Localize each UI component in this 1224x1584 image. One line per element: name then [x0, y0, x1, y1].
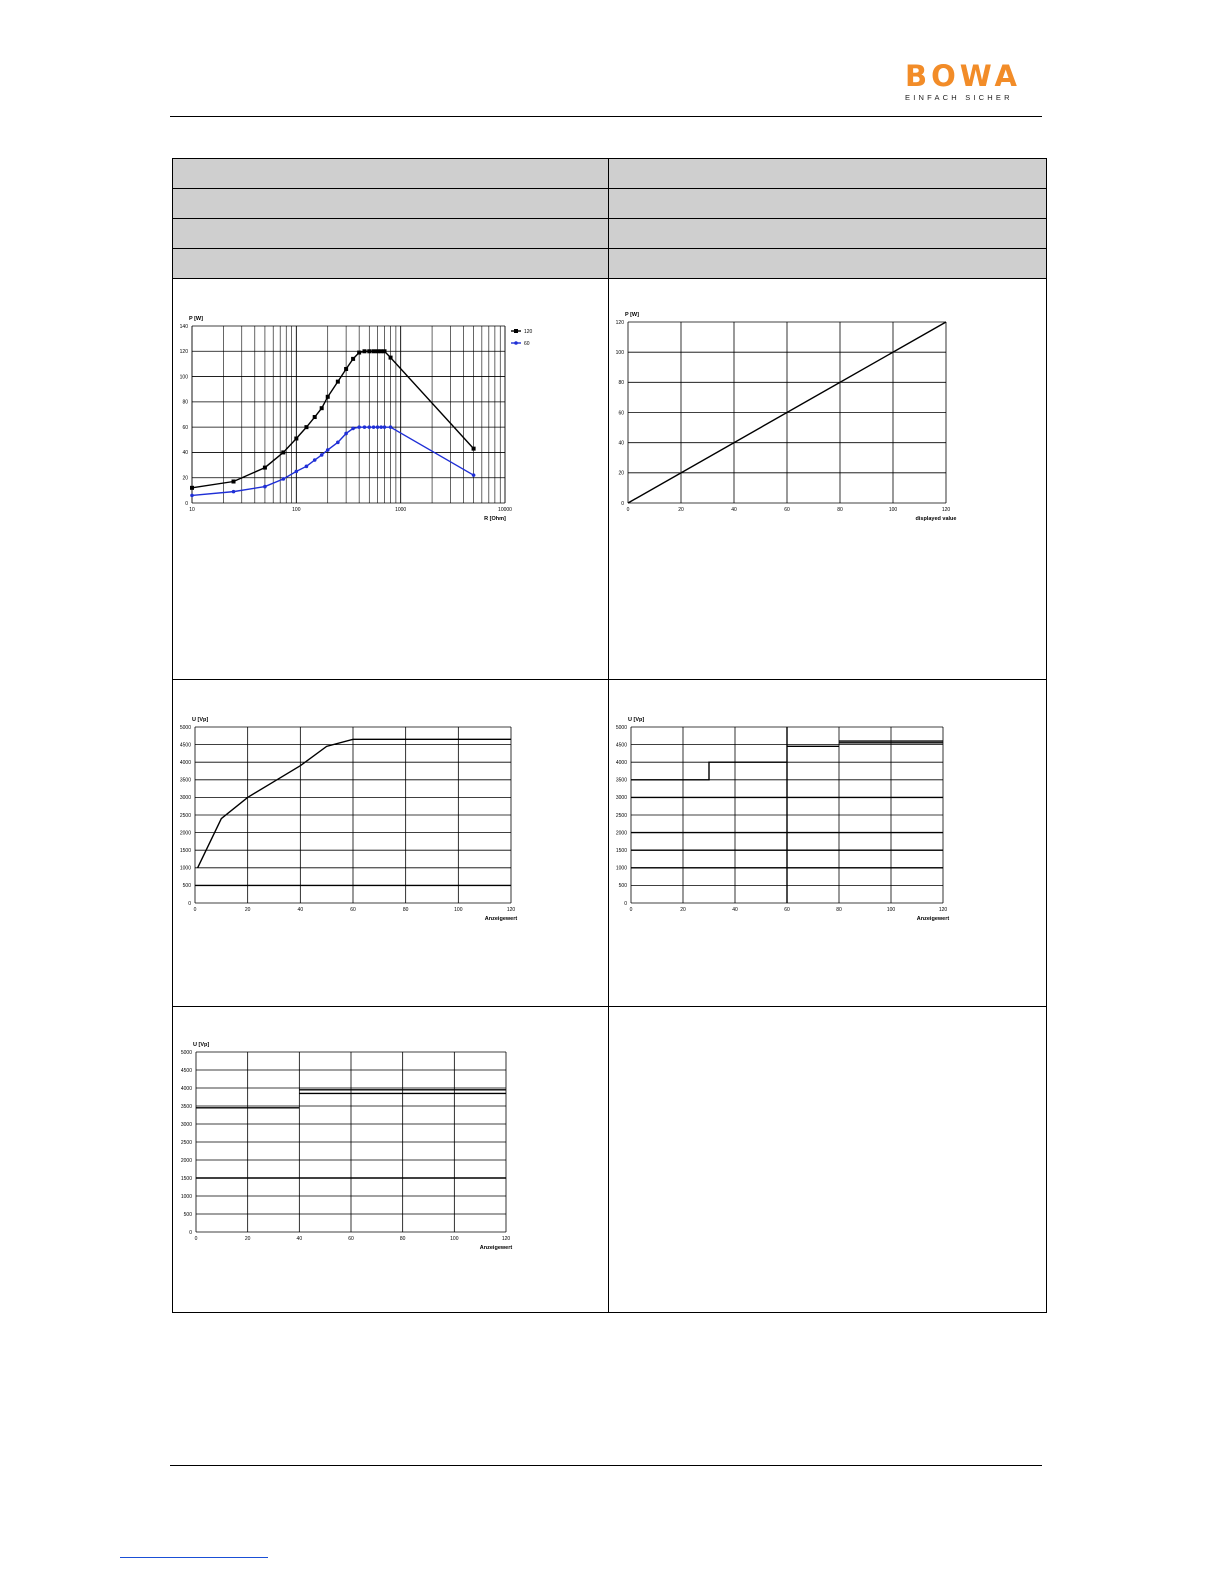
- logo-word: BOWA: [905, 59, 1021, 93]
- series-line: [192, 427, 474, 495]
- x-tick-label: 80: [399, 1236, 406, 1242]
- x-tick-label: 20: [244, 1236, 251, 1242]
- data-point: [357, 425, 361, 429]
- data-point: [372, 349, 376, 353]
- data-point: [320, 406, 324, 410]
- header-row: [173, 189, 1047, 219]
- x-tick-label: 20: [244, 907, 251, 913]
- x-axis-label: Anzeigewert: [484, 916, 518, 922]
- y-axis-label: P [W]: [625, 312, 639, 318]
- y-tick-label: 100: [179, 374, 188, 381]
- y-tick-label: 3000: [179, 795, 191, 802]
- legend-label: 60: [524, 340, 530, 347]
- x-tick-label: 0: [194, 1236, 198, 1242]
- y-tick-label: 60: [618, 410, 624, 417]
- y-tick-label: 2500: [180, 1139, 192, 1146]
- x-tick-label: 120: [501, 1236, 511, 1242]
- data-point: [313, 458, 317, 462]
- power-vs-displayed-value-chart: [609, 279, 1045, 677]
- y-axis-label: U [Vp]: [628, 717, 645, 723]
- data-point: [376, 425, 380, 429]
- y-tick-label: 20: [618, 470, 624, 477]
- y-tick-label: 4500: [179, 742, 191, 749]
- spec-table: [172, 158, 1047, 1313]
- data-point: [472, 447, 476, 451]
- y-tick-label: 4000: [180, 1085, 192, 1092]
- data-point: [383, 349, 387, 353]
- y-tick-label: 3500: [615, 777, 627, 784]
- data-point: [305, 465, 309, 469]
- y-tick-label: 500: [182, 883, 191, 890]
- y-tick-label: 60: [182, 424, 188, 431]
- y-tick-label: 140: [179, 323, 188, 330]
- header-cell: [609, 249, 1047, 279]
- data-point: [472, 473, 476, 477]
- legend-label: 120: [524, 328, 533, 335]
- data-point: [367, 349, 371, 353]
- x-tick-label: 120: [938, 907, 948, 913]
- y-tick-label: 120: [615, 319, 624, 326]
- x-tick-label: 40: [296, 1236, 303, 1242]
- x-tick-label: 80: [402, 907, 409, 913]
- y-tick-label: 500: [183, 1211, 192, 1218]
- logo-tagline: EINFACH SICHER: [905, 93, 1013, 102]
- header-cell: [173, 159, 609, 189]
- y-tick-label: 1000: [179, 865, 191, 872]
- y-tick-label: 1500: [179, 848, 191, 854]
- x-tick-label: 10: [189, 507, 195, 513]
- chart-cell: [173, 1007, 609, 1313]
- y-axis-label: P [W]: [189, 316, 203, 322]
- data-point: [372, 425, 376, 429]
- data-point: [232, 480, 236, 484]
- data-point: [389, 425, 393, 429]
- data-point: [351, 357, 355, 361]
- header-cell: [609, 159, 1047, 189]
- x-tick-label: 100: [450, 1236, 459, 1242]
- y-tick-label: 5000: [615, 724, 627, 731]
- x-tick-label: 20: [678, 507, 684, 513]
- y-tick-label: 5000: [179, 724, 191, 731]
- y-tick-label: 2000: [615, 830, 627, 837]
- x-tick-label: 100: [886, 907, 896, 913]
- data-point: [263, 485, 267, 489]
- data-point: [362, 349, 366, 353]
- legend-marker: [514, 341, 518, 345]
- y-tick-label: 4500: [615, 742, 627, 749]
- y-tick-label: 0: [189, 1229, 192, 1236]
- footnote-rule: [120, 1557, 268, 1558]
- data-point: [383, 425, 387, 429]
- chart-row: [173, 680, 1047, 1007]
- series-line: [192, 351, 474, 488]
- x-tick-label: 80: [837, 507, 843, 513]
- y-tick-label: 2500: [615, 812, 627, 819]
- x-tick-label: 60: [784, 907, 790, 913]
- y-tick-label: 0: [624, 900, 627, 907]
- x-tick-label: 120: [506, 907, 516, 913]
- series-line: [198, 739, 511, 867]
- data-point: [376, 349, 380, 353]
- voltage-chart-b: [609, 680, 1045, 1004]
- header-cell: [609, 219, 1047, 249]
- y-tick-label: 1500: [615, 848, 627, 854]
- chart-cell: [173, 279, 609, 680]
- header-cell: [173, 189, 609, 219]
- footer-rule: [170, 1465, 1042, 1466]
- power-vs-resistance-chart: [173, 279, 607, 677]
- x-axis-label: Anzeigewert: [916, 916, 950, 922]
- x-tick-label: 40: [731, 507, 737, 513]
- data-point: [379, 425, 383, 429]
- data-point: [363, 425, 367, 429]
- data-point: [351, 427, 355, 431]
- chart-cell: [173, 680, 609, 1007]
- y-tick-label: 1500: [180, 1175, 192, 1182]
- y-tick-label: 2500: [179, 812, 191, 819]
- chart-cell: [609, 279, 1047, 680]
- header-cell: [173, 219, 609, 249]
- x-tick-label: 20: [680, 907, 686, 913]
- x-tick-label: 100: [888, 507, 898, 513]
- x-tick-label: 120: [941, 507, 951, 513]
- data-point: [190, 494, 194, 498]
- data-point: [344, 367, 348, 371]
- y-tick-label: 120: [179, 349, 188, 356]
- y-tick-label: 3500: [179, 777, 191, 784]
- x-axis-label: R [Ohm]: [484, 516, 506, 522]
- y-tick-label: 40: [618, 440, 624, 447]
- y-tick-label: 1000: [615, 865, 627, 872]
- y-axis-label: U [Vp]: [193, 1042, 210, 1048]
- x-tick-label: 60: [350, 907, 356, 913]
- header-row: [173, 159, 1047, 189]
- y-tick-label: 2000: [180, 1157, 192, 1164]
- data-point: [263, 466, 267, 470]
- data-point: [294, 437, 298, 441]
- chart-cell: [609, 680, 1047, 1007]
- y-tick-label: 500: [618, 883, 627, 890]
- y-tick-label: 1000: [180, 1193, 192, 1200]
- data-point: [232, 490, 236, 494]
- x-axis-label: Anzeigewert: [479, 1245, 513, 1251]
- y-tick-label: 2000: [179, 830, 191, 837]
- y-axis-label: U [Vp]: [192, 717, 209, 723]
- y-tick-label: 0: [185, 500, 188, 507]
- y-tick-label: 20: [182, 475, 188, 482]
- data-point: [367, 425, 371, 429]
- y-tick-label: 4500: [180, 1067, 192, 1074]
- y-tick-label: 40: [182, 450, 188, 457]
- x-tick-label: 60: [348, 1236, 354, 1242]
- x-tick-label: 40: [732, 907, 738, 913]
- header-cell: [609, 189, 1047, 219]
- data-point: [190, 486, 194, 490]
- x-tick-label: 0: [629, 907, 633, 913]
- data-point: [281, 450, 285, 454]
- y-tick-label: 4000: [179, 760, 191, 766]
- data-point: [320, 453, 324, 457]
- y-tick-label: 80: [618, 380, 624, 387]
- voltage-chart-c: [173, 1007, 607, 1310]
- x-tick-label: 0: [193, 907, 197, 913]
- x-tick-label: 60: [784, 507, 790, 513]
- y-tick-label: 5000: [180, 1049, 192, 1056]
- chart-row: [173, 279, 1047, 680]
- data-point: [336, 441, 340, 445]
- y-tick-label: 0: [188, 900, 191, 907]
- x-axis-label: displayed value: [915, 516, 957, 522]
- data-point: [304, 425, 308, 429]
- y-tick-label: 3500: [180, 1103, 192, 1110]
- data-point: [326, 395, 330, 399]
- y-tick-label: 4000: [615, 760, 627, 766]
- y-tick-label: 0: [621, 500, 624, 507]
- x-tick-label: 100: [454, 907, 463, 913]
- x-tick-label: 10000: [498, 507, 512, 513]
- voltage-chart-a: [173, 680, 607, 1004]
- header-row: [173, 249, 1047, 279]
- data-point: [389, 356, 393, 360]
- data-point: [313, 415, 317, 419]
- x-tick-label: 80: [836, 907, 842, 913]
- x-tick-label: 40: [297, 907, 304, 913]
- chart-row: [173, 1007, 1047, 1313]
- y-tick-label: 3000: [615, 795, 627, 802]
- data-point: [336, 380, 340, 384]
- data-point: [357, 351, 361, 355]
- bowa-logo: [905, 59, 1045, 102]
- y-tick-label: 3000: [180, 1121, 192, 1128]
- y-tick-label: 80: [182, 399, 188, 406]
- data-point: [295, 470, 299, 474]
- header-row: [173, 219, 1047, 249]
- legend-marker: [514, 329, 518, 333]
- x-tick-label: 100: [292, 507, 301, 513]
- y-tick-label: 100: [615, 349, 624, 356]
- x-tick-label: 1000: [395, 507, 407, 513]
- empty-cell: [609, 1007, 1047, 1313]
- data-point: [281, 477, 285, 481]
- data-point: [344, 432, 348, 436]
- data-point: [326, 448, 330, 452]
- series-line: [631, 762, 787, 780]
- x-tick-label: 0: [626, 507, 630, 513]
- header-cell: [173, 249, 609, 279]
- header-rule: [170, 116, 1042, 117]
